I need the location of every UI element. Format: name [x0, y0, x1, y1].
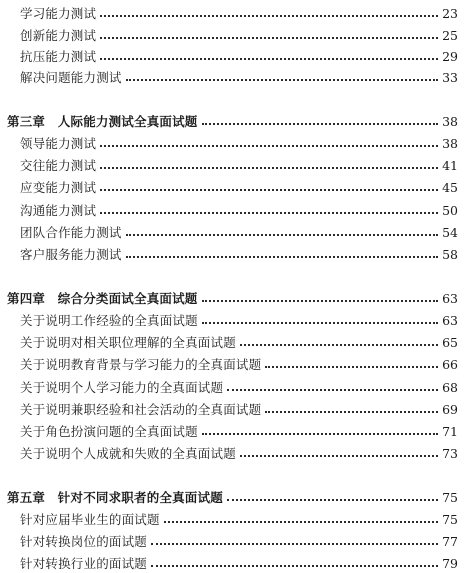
page-number: 69	[442, 401, 458, 417]
toc-entry	[20, 531, 458, 551]
page-number: 23	[442, 5, 458, 21]
section-title: 沟通能力测试	[20, 203, 97, 218]
toc-entry	[20, 200, 458, 220]
page-number: 68	[442, 379, 458, 395]
section-title: 关于角色扮演问题的全真面试题	[20, 424, 198, 439]
page-number: 50	[442, 202, 458, 218]
dot-leader	[240, 344, 438, 346]
dot-leader	[126, 256, 438, 258]
toc-entry	[20, 67, 458, 87]
dot-leader	[100, 145, 438, 147]
chapter-title: 第四章 综合分类面试全真面试题	[7, 291, 198, 306]
dot-leader	[100, 58, 438, 60]
toc-entry	[20, 3, 458, 23]
page-number: 38	[442, 113, 458, 129]
dot-leader	[202, 433, 438, 435]
page-number: 58	[442, 246, 458, 262]
toc-entry	[20, 25, 458, 45]
section-title: 关于说明个人成就和失败的全真面试题	[20, 446, 236, 461]
toc-entry	[20, 222, 458, 242]
dot-leader	[100, 15, 438, 17]
page-number: 45	[442, 179, 458, 195]
section-title: 团队合作能力测试	[20, 225, 122, 240]
dot-leader	[100, 212, 438, 214]
page-number: 63	[442, 290, 458, 306]
dot-leader	[265, 411, 438, 413]
dot-leader	[100, 189, 438, 191]
page-number: 29	[442, 48, 458, 64]
section-title: 针对应届毕业生的面试题	[20, 512, 160, 527]
dot-leader	[240, 455, 438, 457]
toc-entry	[20, 332, 458, 352]
toc-entry	[20, 421, 458, 441]
toc-entry	[20, 310, 458, 330]
page-number: 41	[442, 157, 458, 173]
toc-entry	[20, 553, 458, 573]
dot-leader	[164, 521, 438, 523]
dot-leader	[227, 499, 438, 501]
toc-entry	[20, 377, 458, 397]
section-title: 应变能力测试	[20, 180, 97, 195]
toc-entry	[20, 46, 458, 66]
dot-leader	[202, 322, 438, 324]
section-title: 领导能力测试	[20, 136, 97, 151]
toc-entry	[20, 509, 458, 529]
page-number: 77	[442, 533, 458, 549]
page-number: 65	[442, 334, 458, 350]
page-number: 33	[442, 69, 458, 85]
section-title: 针对转换行业的面试题	[20, 556, 148, 571]
section-title: 交往能力测试	[20, 158, 97, 173]
dot-leader	[202, 300, 439, 302]
page-number: 79	[442, 555, 458, 571]
dot-leader	[100, 167, 438, 169]
page-number: 71	[442, 423, 458, 439]
section-title: 创新能力测试	[20, 28, 97, 43]
toc-chapter-entry	[7, 288, 458, 308]
page-number: 75	[442, 511, 458, 527]
dot-leader	[126, 234, 438, 236]
page-number: 63	[442, 312, 458, 328]
toc-chapter-entry	[7, 111, 458, 131]
section-title: 针对转换岗位的面试题	[20, 534, 148, 549]
toc-entry	[20, 399, 458, 419]
toc-entry	[20, 244, 458, 264]
toc-chapter-entry	[7, 487, 458, 507]
dot-leader	[151, 565, 438, 567]
page-number: 66	[442, 356, 458, 372]
section-title: 关于说明工作经验的全真面试题	[20, 313, 198, 328]
toc-entry	[20, 155, 458, 175]
dot-leader	[126, 79, 438, 81]
dot-leader	[151, 543, 438, 545]
page-number: 54	[442, 224, 458, 240]
section-title: 关于说明兼职经验和社会活动的全真面试题	[20, 402, 262, 417]
section-title: 抗压能力测试	[20, 49, 97, 64]
dot-leader	[100, 37, 438, 39]
chapter-title: 第三章 人际能力测试全真面试题	[7, 114, 198, 129]
toc-entry	[20, 133, 458, 153]
section-title: 学习能力测试	[20, 6, 97, 21]
section-title: 解决问题能力测试	[20, 70, 122, 85]
toc-entry	[20, 443, 458, 463]
dot-leader	[227, 389, 438, 391]
section-title: 关于说明个人学习能力的全真面试题	[20, 380, 224, 395]
toc-entry	[20, 177, 458, 197]
dot-leader	[265, 366, 438, 368]
chapter-title: 第五章 针对不同求职者的全真面试题	[7, 490, 223, 505]
section-title: 关于说明对相关职位理解的全真面试题	[20, 335, 236, 350]
dot-leader	[202, 123, 439, 125]
page-number: 25	[442, 27, 458, 43]
page-number: 38	[442, 135, 458, 151]
section-title: 关于说明教育背景与学习能力的全真面试题	[20, 357, 262, 372]
page-number: 73	[442, 445, 458, 461]
page-number: 75	[442, 489, 458, 505]
toc-entry	[20, 354, 458, 374]
section-title: 客户服务能力测试	[20, 247, 122, 262]
